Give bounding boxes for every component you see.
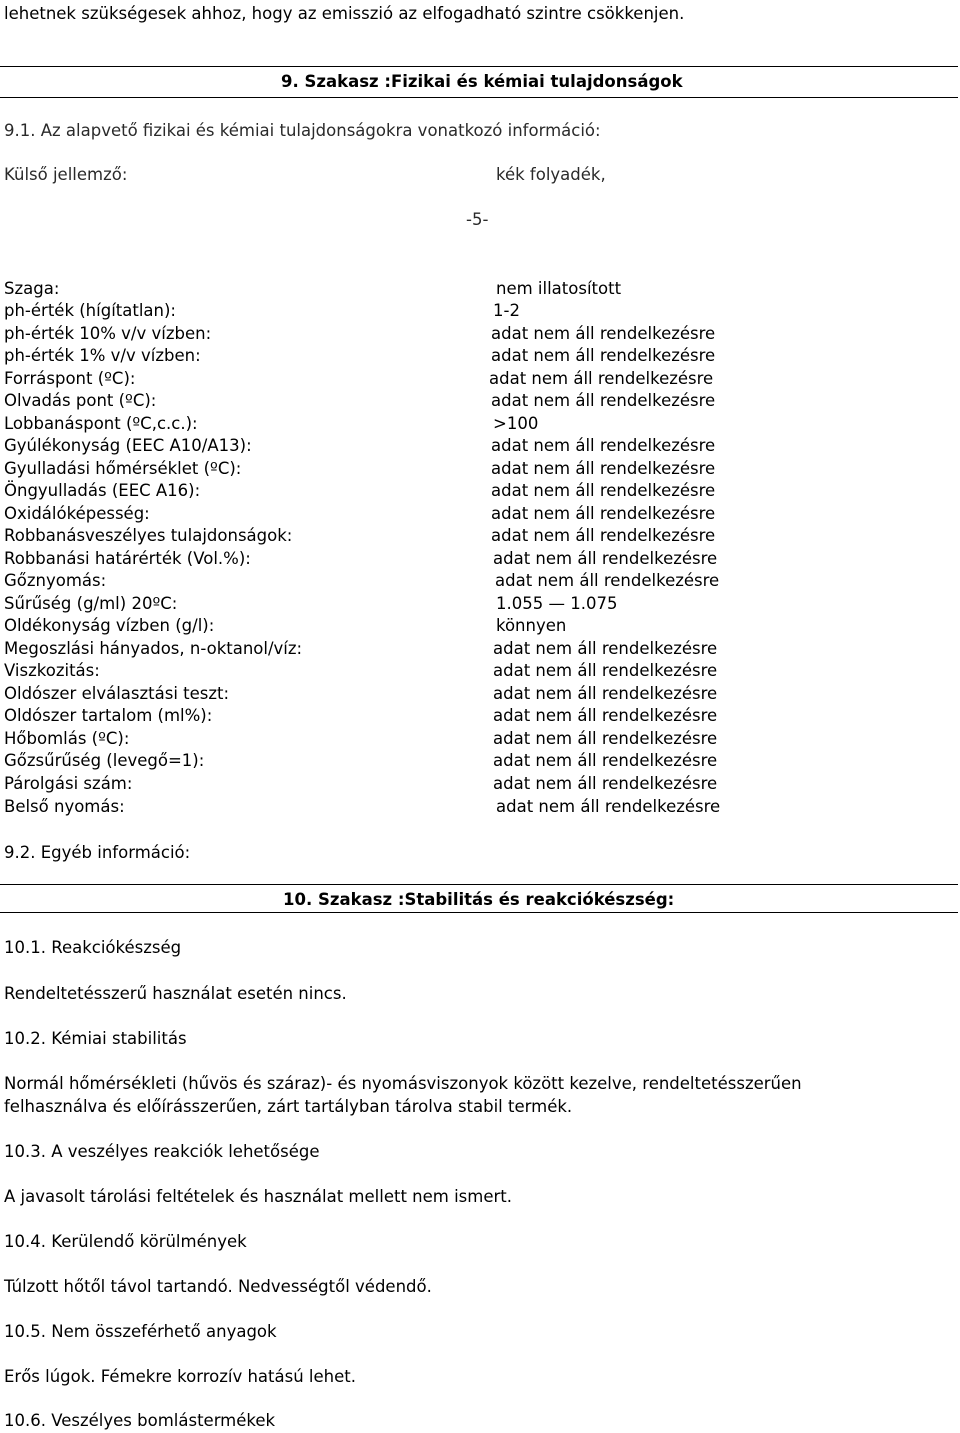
property-label: Robbanási határérték (Vol.%):: [4, 549, 251, 568]
property-value: nem illatosított: [496, 279, 622, 298]
property-label: Oxidálóképesség:: [4, 504, 150, 523]
top-line: lehetnek szükségesek ahhoz, hogy az emisszió az elfogadható szintre csökkenjen.: [4, 4, 685, 23]
property-label: Gőzsűrűség (levegő=1):: [4, 751, 205, 770]
property-label: Oldékonyság vízben (g/l):: [4, 616, 215, 635]
property-value: adat nem áll rendelkezésre: [493, 639, 718, 658]
property-value: adat nem áll rendelkezésre: [491, 324, 716, 343]
section-10-1-title: 10.1. Reakciókészség: [4, 938, 182, 957]
property-label: Sűrűség (g/ml) 20ºC:: [4, 594, 178, 613]
property-value: 1.055 — 1.075: [496, 594, 618, 613]
property-label: Megoszlási hányados, n-oktanol/víz:: [4, 639, 303, 658]
property-label: Robbanásveszélyes tulajdonságok:: [4, 526, 293, 545]
section-10-6-title: 10.6. Veszélyes bomlástermékek: [4, 1411, 276, 1430]
section-9-2-title: 9.2. Egyéb információ:: [4, 843, 191, 862]
property-label: Olvadás pont (ºC):: [4, 391, 157, 410]
property-label: Hőbomlás (ºC):: [4, 729, 130, 748]
property-label: Belső nyomás:: [4, 797, 125, 816]
kulso-value: kék folyadék,: [496, 165, 606, 184]
property-value: adat nem áll rendelkezésre: [491, 346, 716, 365]
property-value: 1-2: [493, 301, 520, 320]
property-label: Gőznyomás:: [4, 571, 107, 590]
property-label: ph-érték 10% v/v vízben:: [4, 324, 212, 343]
divider: [0, 97, 958, 98]
property-value: adat nem áll rendelkezésre: [491, 526, 716, 545]
property-value: adat nem áll rendelkezésre: [493, 706, 718, 725]
property-value: adat nem áll rendelkezésre: [496, 797, 721, 816]
property-value: >100: [493, 414, 539, 433]
property-value: könnyen: [496, 616, 567, 635]
divider: [0, 912, 958, 913]
section-10-2-text-line2: felhasználva és előírásszerűen, zárt tartályban tárolva stabil termék.: [4, 1097, 573, 1116]
property-value: adat nem áll rendelkezésre: [493, 751, 718, 770]
property-value: adat nem áll rendelkezésre: [493, 684, 718, 703]
section-10-2-title: 10.2. Kémiai stabilitás: [4, 1029, 187, 1048]
property-value: adat nem áll rendelkezésre: [491, 481, 716, 500]
property-label: Forráspont (ºC):: [4, 369, 136, 388]
section-10-3-title: 10.3. A veszélyes reakciók lehetősége: [4, 1142, 320, 1161]
property-label: Gyulladási hőmérséklet (ºC):: [4, 459, 242, 478]
divider: [0, 66, 958, 67]
property-label: Öngyulladás (EEC A16):: [4, 481, 201, 500]
divider: [0, 884, 958, 885]
section-10-4-text: Túlzott hőtől távol tartandó. Nedvességtől védendő.: [4, 1277, 432, 1296]
property-label: ph-érték (hígítatlan):: [4, 301, 176, 320]
property-label: Viszkozitás:: [4, 661, 100, 680]
section-9-heading: 9. Szakasz :Fizikai és kémiai tulajdonságok: [281, 72, 683, 91]
property-value: adat nem áll rendelkezésre: [493, 661, 718, 680]
property-label: Oldószer elválasztási teszt:: [4, 684, 230, 703]
section-10-5-title: 10.5. Nem összeférhető anyagok: [4, 1322, 277, 1341]
property-label: Oldószer tartalom (ml%):: [4, 706, 213, 725]
property-label: Gyúlékonyság (EEC A10/A13):: [4, 436, 252, 455]
section-10-2-text: Normál hőmérsékleti (hűvös és száraz)- és nyomásviszonyok között kezelve, rendeltetésszerűen: [4, 1074, 802, 1093]
property-value: adat nem áll rendelkezésre: [491, 459, 716, 478]
kulso-label: Külső jellemző:: [4, 165, 128, 184]
property-value: adat nem áll rendelkezésre: [491, 436, 716, 455]
section-10-1-text: Rendeltetésszerű használat esetén nincs.: [4, 984, 347, 1003]
property-label: Párolgási szám:: [4, 774, 133, 793]
property-label: Lobbanáspont (ºC,c.c.):: [4, 414, 198, 433]
section-10-4-title: 10.4. Kerülendő körülmények: [4, 1232, 247, 1251]
property-label: ph-érték 1% v/v vízben:: [4, 346, 201, 365]
page-number: -5-: [466, 210, 489, 229]
property-label: Szaga:: [4, 279, 60, 298]
property-value: adat nem áll rendelkezésre: [491, 504, 716, 523]
section-9-1-title: 9.1. Az alapvető fizikai és kémiai tulajdonságokra vonatkozó információ:: [4, 121, 601, 140]
property-value: adat nem áll rendelkezésre: [495, 571, 720, 590]
property-value: adat nem áll rendelkezésre: [493, 729, 718, 748]
section-10-heading: 10. Szakasz :Stabilitás és reakciókészség:: [283, 890, 675, 909]
property-value: adat nem áll rendelkezésre: [491, 391, 716, 410]
property-value: adat nem áll rendelkezésre: [493, 549, 718, 568]
section-10-5-text: Erős lúgok. Fémekre korrozív hatású lehet.: [4, 1367, 356, 1386]
section-10-3-text: A javasolt tárolási feltételek és használat mellett nem ismert.: [4, 1187, 512, 1206]
property-value: adat nem áll rendelkezésre: [493, 774, 718, 793]
property-value: adat nem áll rendelkezésre: [489, 369, 714, 388]
